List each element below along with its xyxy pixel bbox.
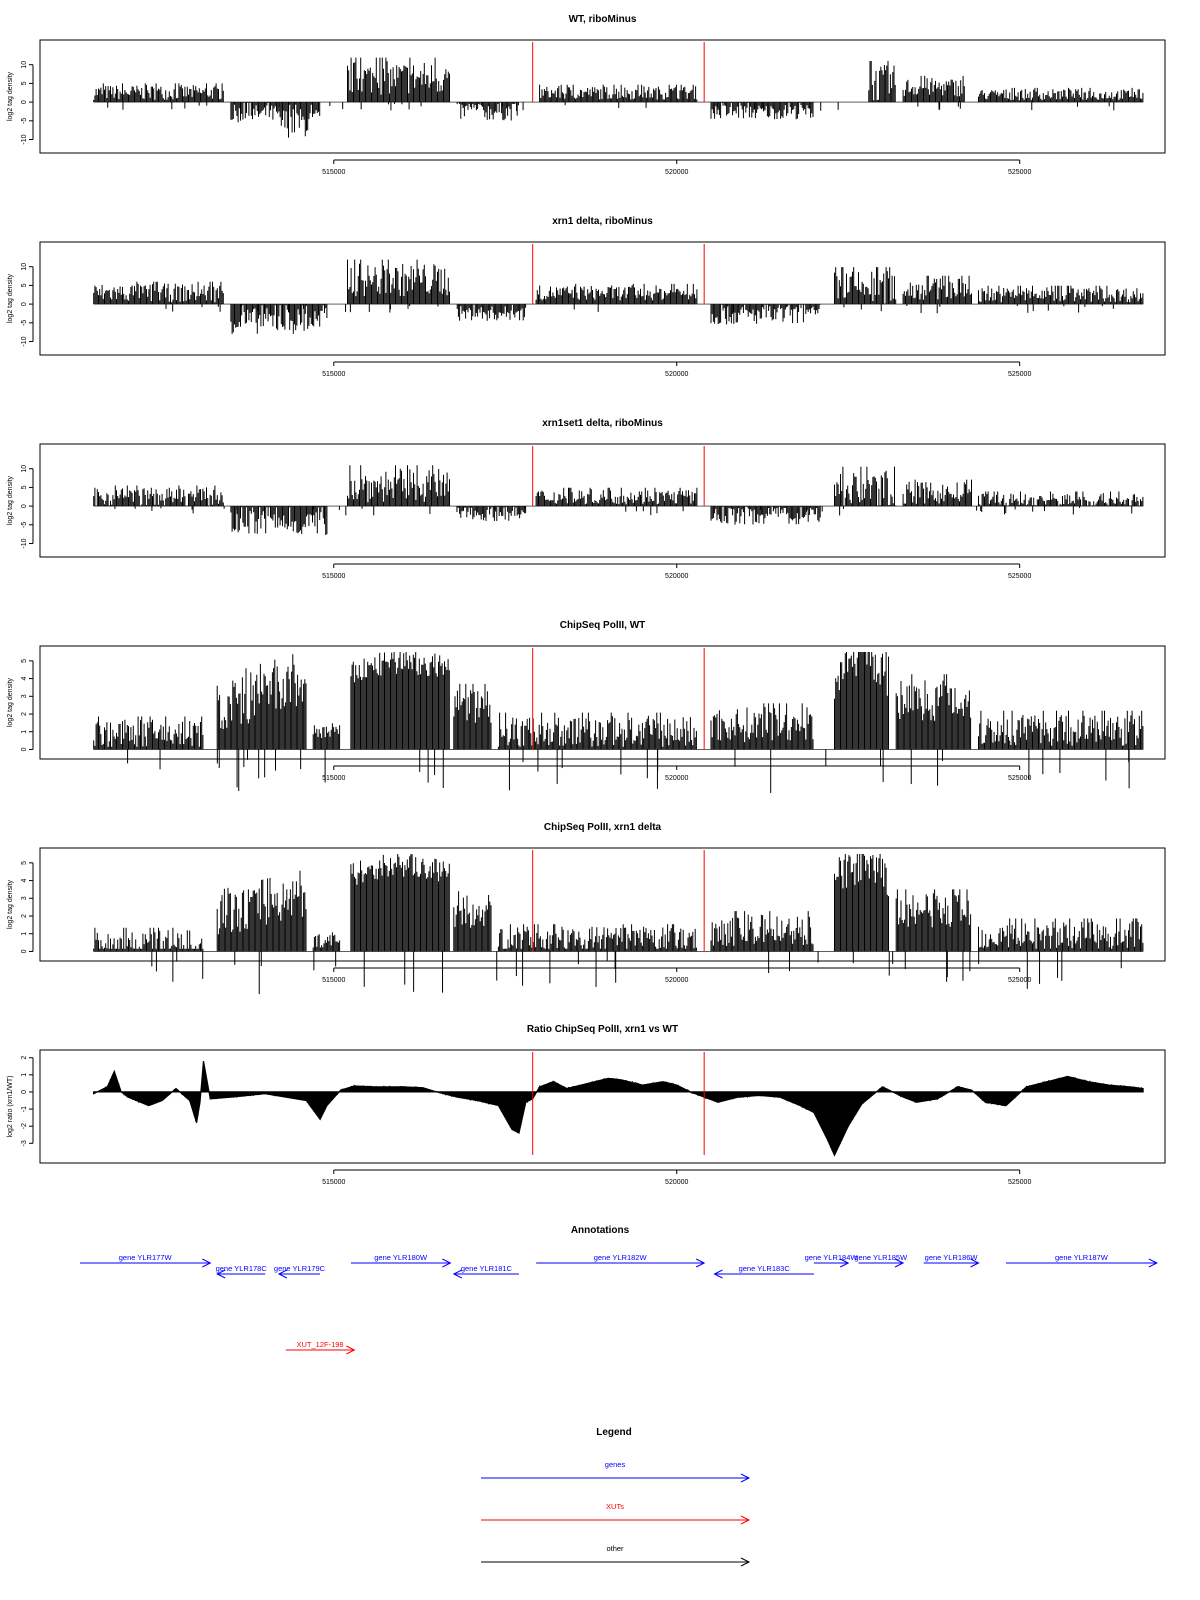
bar-series xyxy=(457,102,518,120)
bar-series xyxy=(348,260,450,305)
bar-series xyxy=(835,652,889,750)
gene-label: gene YLR180W xyxy=(374,1253,428,1262)
chart-title: Ratio ChipSeq PolII, xrn1 vs WT xyxy=(526,1024,679,1035)
y-axis-label: log2 tag density xyxy=(7,475,14,526)
y-tick-label: 0 xyxy=(21,1089,28,1094)
gene-annotation xyxy=(274,1264,326,1278)
x-tick-label: 520000 xyxy=(665,169,689,176)
legend-label: XUTs xyxy=(606,1502,624,1511)
bar-series xyxy=(279,102,320,138)
x-tick-label: 520000 xyxy=(665,573,689,580)
y-axis-label: log2 tag density xyxy=(7,273,14,324)
y-tick-label: -2 xyxy=(21,1123,28,1130)
y-tick-label: 0 xyxy=(21,949,28,954)
y-tick-label: -1 xyxy=(21,1105,28,1113)
bar-series xyxy=(217,654,306,749)
y-tick-label: -10 xyxy=(21,538,28,549)
x-tick-label: 525000 xyxy=(1007,977,1032,984)
x-tick-label: 520000 xyxy=(665,1179,689,1186)
gene-annotation xyxy=(80,1253,210,1267)
bar-series xyxy=(94,83,224,102)
legend-title: Legend xyxy=(596,1427,632,1438)
bar-series xyxy=(979,88,1143,102)
gene-label: gene YLR178C xyxy=(215,1264,267,1273)
bar-series xyxy=(711,911,813,951)
y-tick-label: 5 xyxy=(21,283,28,288)
gene-label: gene YLR185W xyxy=(854,1253,908,1262)
y-tick-label: 3 xyxy=(21,896,28,901)
y-tick-label: 4 xyxy=(21,676,28,681)
y-tick-label: -10 xyxy=(21,134,28,145)
bar-series xyxy=(903,480,971,507)
bar-series xyxy=(896,889,970,951)
bar-series xyxy=(711,703,813,749)
bar-series xyxy=(536,284,697,304)
gene-annotation xyxy=(854,1253,908,1267)
chart-panel-3 xyxy=(7,418,1165,580)
y-axis-label: log2 ratio (xrn1/WT) xyxy=(7,1075,14,1138)
plot-frame xyxy=(40,1050,1165,1163)
legend-item xyxy=(481,1460,749,1482)
y-tick-label: 10 xyxy=(21,262,28,271)
bar-series xyxy=(94,717,203,750)
gene-annotation xyxy=(1006,1253,1157,1267)
bar-series xyxy=(348,465,450,506)
bar-series xyxy=(835,854,889,952)
bar-series xyxy=(540,85,697,102)
gene-label: gene YLR177W xyxy=(118,1253,172,1262)
x-tick-label: 515000 xyxy=(322,977,346,984)
bar-series xyxy=(711,506,820,524)
bar-series xyxy=(711,102,813,119)
legend-label: other xyxy=(606,1544,624,1553)
bar-series xyxy=(979,919,1143,952)
x-tick-label: 525000 xyxy=(1007,1179,1032,1186)
x-tick-label: 515000 xyxy=(322,573,346,580)
gene-annotation xyxy=(924,1253,979,1267)
ratio-bars xyxy=(94,1062,1143,1155)
annotations-title: Annotations xyxy=(570,1225,630,1236)
y-tick-label: 0 xyxy=(21,302,28,307)
bar-series xyxy=(903,276,971,304)
x-tick-label: 520000 xyxy=(665,371,689,378)
y-tick-label: -3 xyxy=(21,1140,28,1147)
x-tick-label: 525000 xyxy=(1007,775,1032,782)
xut-label: XUT_12F-198 xyxy=(296,1340,344,1349)
gene-annotation xyxy=(351,1253,450,1267)
y-tick-label: -5 xyxy=(21,521,28,528)
y-tick-label: 10 xyxy=(21,60,28,69)
chart-panel-4 xyxy=(7,620,1165,793)
x-tick-label: 520000 xyxy=(665,977,689,984)
legend-label: genes xyxy=(604,1460,626,1469)
x-tick-label: 515000 xyxy=(322,169,346,176)
y-tick-label: -10 xyxy=(21,336,28,347)
gene-annotation xyxy=(805,1253,859,1267)
xut-annotation xyxy=(286,1340,355,1354)
y-tick-label: 3 xyxy=(21,694,28,699)
chart-title: ChipSeq PolII, xrn1 delta xyxy=(543,822,662,833)
bar-series xyxy=(903,76,964,102)
bar-series xyxy=(979,711,1143,750)
chart-title: WT, riboMinus xyxy=(568,14,637,25)
gene-annotation xyxy=(536,1253,704,1267)
bar-series xyxy=(454,684,491,750)
gene-label: gene YLR186W xyxy=(924,1253,978,1262)
legend-item xyxy=(481,1502,749,1524)
annotations-section xyxy=(80,1225,1157,1354)
y-tick-label: 1 xyxy=(21,931,28,936)
bar-series xyxy=(979,492,1143,507)
bar-series xyxy=(94,486,224,507)
y-tick-label: 0 xyxy=(21,100,28,105)
bar-series xyxy=(454,891,491,951)
bar-series xyxy=(313,932,339,951)
bar-series xyxy=(348,58,450,103)
bar-series xyxy=(869,61,895,102)
chart-panel-6 xyxy=(7,1024,1165,1186)
y-axis-label: log2 tag density xyxy=(7,879,14,930)
y-tick-label: 10 xyxy=(21,464,28,473)
y-axis-label: log2 tag density xyxy=(7,71,14,122)
gene-label: gene YLR181C xyxy=(460,1264,512,1273)
legend-item xyxy=(481,1544,749,1566)
bar-series xyxy=(94,282,224,304)
y-tick-label: 4 xyxy=(21,878,28,883)
bar-series xyxy=(313,723,339,749)
gene-label: gene YLR179C xyxy=(273,1264,326,1273)
chart-panel-5 xyxy=(7,822,1165,994)
bar-series xyxy=(351,652,449,750)
bar-series xyxy=(835,267,896,304)
gene-label: gene YLR183C xyxy=(738,1264,790,1273)
bar-series xyxy=(835,467,896,506)
x-tick-label: 525000 xyxy=(1007,371,1032,378)
chart-title: ChipSeq PolII, WT xyxy=(559,620,646,631)
gene-label: gene YLR187W xyxy=(1054,1253,1108,1262)
y-tick-label: 2 xyxy=(21,712,28,716)
x-tick-label: 515000 xyxy=(322,775,346,782)
gene-label: gene YLR182W xyxy=(593,1253,647,1262)
x-tick-label: 515000 xyxy=(322,1179,346,1186)
y-tick-label: 1 xyxy=(21,1072,28,1077)
bar-series xyxy=(457,304,525,321)
y-tick-label: 5 xyxy=(21,485,28,490)
gene-annotation xyxy=(216,1264,268,1278)
chart-panel-2 xyxy=(7,216,1165,378)
bar-series xyxy=(231,506,327,535)
chart-title: xrn1set1 delta, riboMinus xyxy=(542,418,663,429)
y-tick-label: 2 xyxy=(21,914,28,918)
bar-series xyxy=(231,304,327,334)
ratio-area xyxy=(94,1061,1143,1155)
bar-series xyxy=(217,871,306,952)
bar-series xyxy=(498,713,696,750)
bar-series xyxy=(979,286,1143,304)
y-tick-label: 5 xyxy=(21,658,28,663)
gene-label: gene YLR184W xyxy=(804,1253,858,1262)
gene-annotation xyxy=(714,1264,813,1278)
bar-series xyxy=(94,928,203,952)
bar-series xyxy=(351,854,449,952)
y-tick-label: 5 xyxy=(21,860,28,865)
chart-panel-1 xyxy=(7,14,1165,176)
y-tick-label: 0 xyxy=(21,504,28,509)
y-tick-label: 5 xyxy=(21,81,28,86)
y-tick-label: -5 xyxy=(21,319,28,326)
bar-series xyxy=(896,674,970,749)
y-tick-label: 1 xyxy=(21,729,28,734)
x-tick-label: 525000 xyxy=(1007,573,1032,580)
bar-series xyxy=(498,924,696,951)
bar-series xyxy=(457,506,525,521)
y-axis-label: log2 tag density xyxy=(7,677,14,728)
gene-annotation xyxy=(454,1264,519,1278)
x-tick-label: 525000 xyxy=(1007,169,1032,176)
y-tick-label: -5 xyxy=(21,117,28,124)
y-tick-label: 0 xyxy=(21,747,28,752)
chart-title: xrn1 delta, riboMinus xyxy=(552,216,653,227)
legend xyxy=(481,1427,749,1566)
y-tick-label: 2 xyxy=(21,1055,28,1060)
x-tick-label: 520000 xyxy=(665,775,689,782)
bar-series xyxy=(231,102,279,122)
x-tick-label: 515000 xyxy=(322,371,346,378)
bar-series xyxy=(536,488,697,506)
